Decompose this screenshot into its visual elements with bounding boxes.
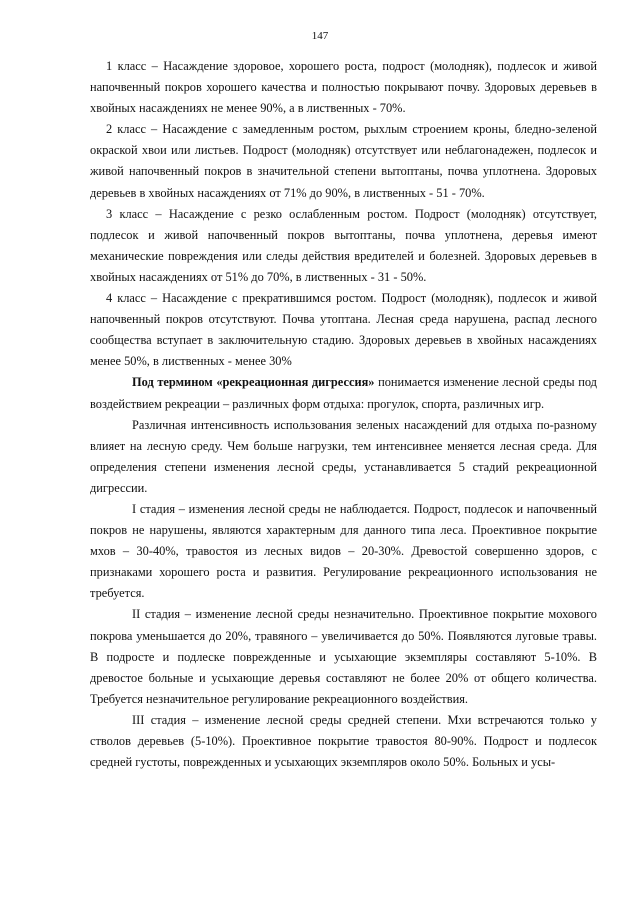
paragraph-intensity: Различная интенсивность использования зеленых насаждений для отдыха по-разному влияет на лесную среду. Чем больше нагрузки, тем интенсивнее меняется лесная среда. Для определения степени изменения лесной среды, устанавливается 5 стадий рекреационной дигрессии. [90, 417, 597, 495]
paragraph-stage-3: III стадия – изменение лесной среды средней степени. Мхи встречаются только у стволов деревьев (5-10%). Проективное покрытие травостоя 80-90%. Подрост и подлесок средней густоты, поврежденных и усыхающих экземпляров около 50%. Больных и усы- [90, 712, 597, 770]
body-text [90, 56, 597, 773]
paragraph-definition [90, 372, 597, 414]
definition-term: Под термином «рекреационная дигрессия» [132, 375, 375, 390]
paragraph-stage-1: I стадия – изменения лесной среды не наблюдается. Подрост, подлесок и напочвенный покров не нарушены, являются характерным для данного типа леса. Проективное покрытие мхов – 30-40%, травостоя из лесных видов – 20-30%. Древостой совершенно здоров, с признаками хорошего роста и развития. Регулирование рекреационного использования не требуется. [90, 501, 597, 601]
paragraph-class-1: 1 класс – Насаждение здоровое, хорошего роста, подрост (молодняк), подлесок и живой напочвенный покров хорошего качества и полностью покрывают почву. Здоровых деревьев в хвойных насаждениях не менее 90%, а в лиственных - 70%. [90, 59, 597, 116]
paragraph-class-4: 4 класс – Насаждение с прекратившимся ростом. Подрост (молодняк), подлесок и живой напочвенный покров отсутствуют. Почва утоптана. Лесная среда нарушена, распад лесного сообщества вступает в заключительную стадию. Здоровых деревьев в хвойных насаждениях менее 50%, в лиственных - менее 30% [90, 291, 597, 369]
page-number: 147 [311, 30, 329, 42]
paragraph-class-3: 3 класс – Насаждение с резко ослабленным ростом. Подрост (молодняк) отсутствует, подлесок и живой напочвенный покров вытоптаны, почва уплотнена, деревья имеют механические повреждения или следы действия вредителей и болезней. Здоровых деревьев в хвойных насаждениях от 51% до 70%, в лиственных - 31 - 50%. [90, 206, 597, 284]
definition-text: понимается изменение лесной среды под воздействием рекреации – различных форм отдыха: прогулок, спорта, различных игр. [90, 375, 597, 411]
paragraph-stage-2: II стадия – изменение лесной среды незначительно. Проективное покрытие мохового покрова уменьшается до 20%, травяного – увеличивается до 50%. Появляются луговые травы. В подросте и подлеске поврежденные и усыхающие экземпляры составляют 5-10%. В древостое больные и усыхающие деревья составляют не более 20% от общего количества. Требуется незначительное регулирование рекреационного воздействия. [90, 607, 597, 706]
paragraph-class-2: 2 класс – Насаждение с замедленным ростом, рыхлым строением кроны, бледно-зеленой окраской хвои или листьев. Подрост (молодняк) отсутствует или неблагонадежен, подлесок и живой напочвенный покров в значительной степени вытоптаны, почва уплотнена. Здоровых деревьев в хвойных насаждениях от 71% до 90%, в лиственных - 51 - 70%. [90, 122, 597, 200]
